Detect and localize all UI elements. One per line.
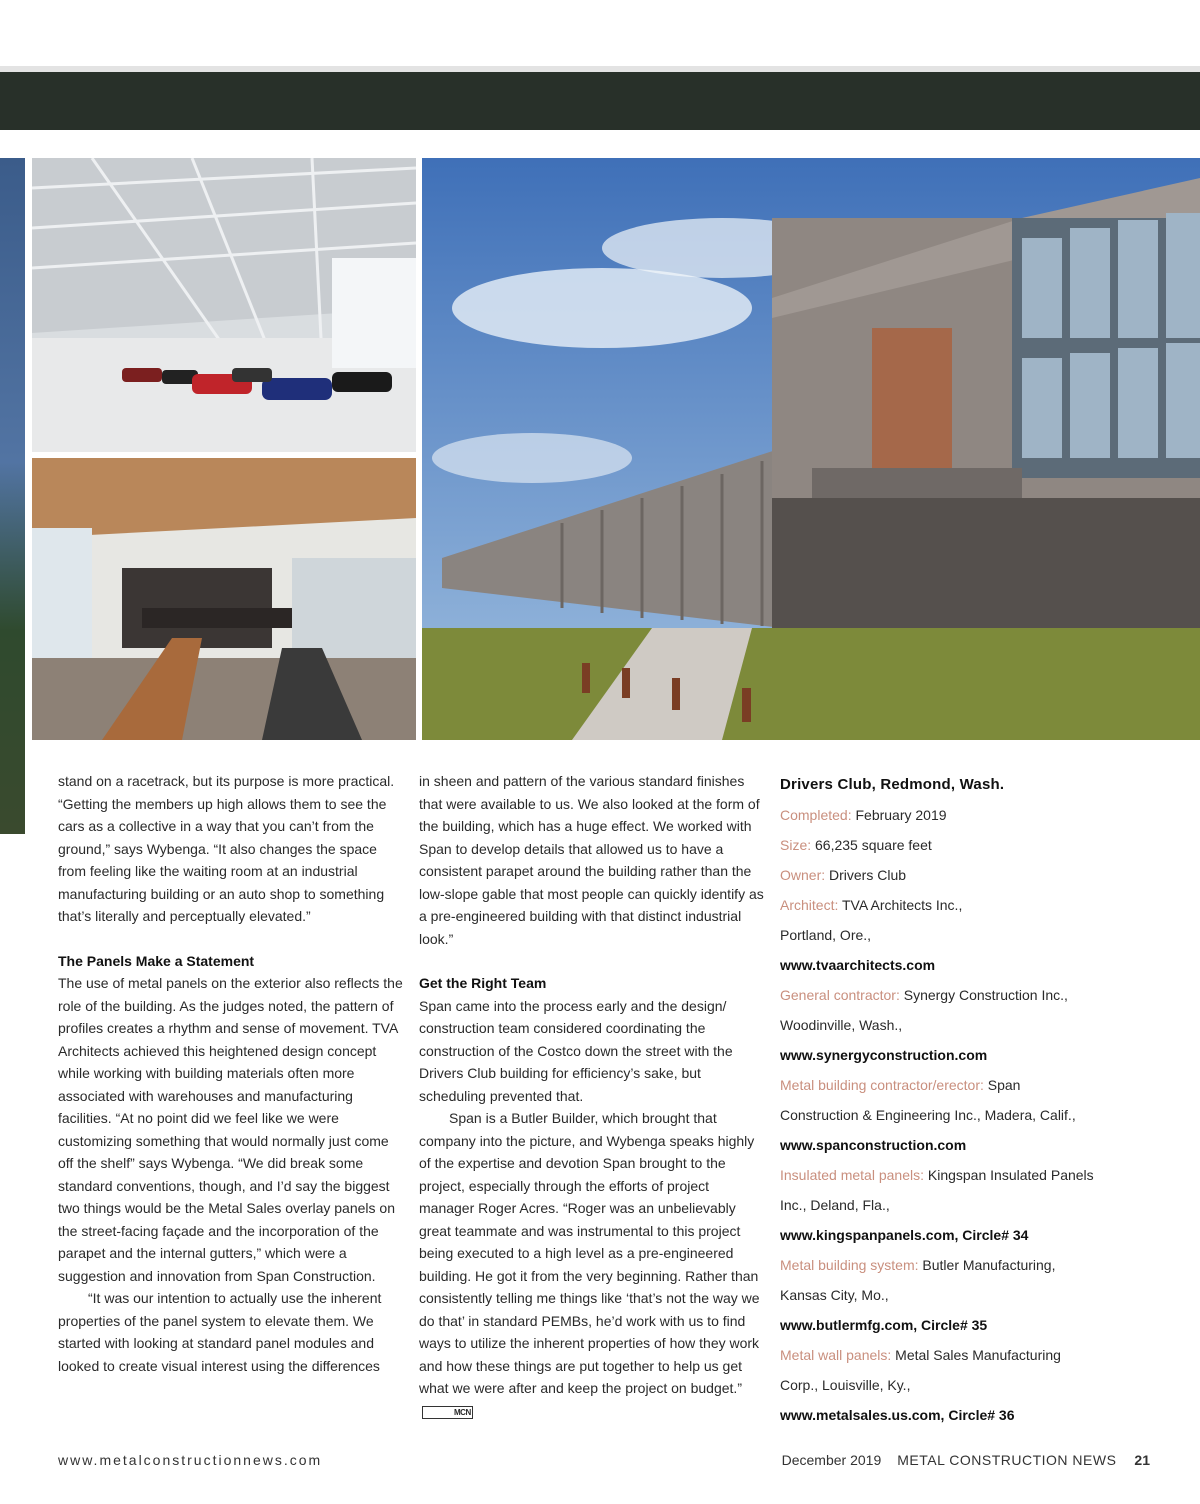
architect-label: Architect:: [780, 897, 839, 913]
metal-building-system-url[interactable]: www.butlermfg.com, Circle# 35: [780, 1317, 988, 1333]
paragraph: in sheen and pattern of the various standard finishes that were available to us. We also looked at the form of the building, which has a huge effect. We worked with Span to develop details that allowed us to have a consistent parapet around the building rather than the low-slope gable that most people can quickly identify as a pre-engineered building with that distinct industrial look.”: [419, 773, 764, 947]
article-column-1: [58, 770, 403, 1377]
metal-wall-panels-row: [780, 1340, 1090, 1400]
building-exterior-photo: [422, 158, 1200, 740]
paragraph: “It was our intention to actually use the inherent properties of the panel system to elevate them. We started with looking at standard panel modules and looked to create visual interest using the differences: [58, 1290, 382, 1374]
completed-label: Completed:: [780, 807, 852, 823]
paragraph-text: Span is a Butler Builder, which brought that company into the picture, and Wybenga speaks highly of the expertise and devotion Span brought to the project, especially through the efforts of project manager Roger Acres. “Roger was an unbelievably great teammate and was instrumental to this project being executed to a high level as a pre-engineered building. He got it from the very beginning. Rather than consistently telling me things like ‘that’s not the way we do that’ in standard PEMBs, he’d work with us to find ways to utilize the inherent properties of how they work and how these things are put together to help us get what we were after and keep the project on budget.”: [419, 1110, 760, 1396]
general-contractor-value: Synergy Construction Inc., Woodinville, Wash.,: [780, 987, 1068, 1033]
insulated-panels-label: Insulated metal panels:: [780, 1167, 924, 1183]
section-heading: Get the Right Team: [419, 975, 547, 991]
metal-wall-panels-url[interactable]: www.metalsales.us.com, Circle# 36: [780, 1407, 1015, 1423]
owner-value: Drivers Club: [829, 867, 907, 883]
size-label: Size:: [780, 837, 812, 853]
metal-building-contractor-row: [780, 1070, 1100, 1130]
completed-value: February 2019: [855, 807, 947, 823]
garage-interior-photo: [32, 158, 416, 452]
architect-url[interactable]: www.tvaarchitects.com: [780, 957, 936, 973]
completed-row: [780, 800, 1180, 830]
architect-row: [780, 890, 1000, 950]
mcn-end-mark-icon: MCN: [422, 1406, 473, 1419]
size-value: 66,235 square feet: [815, 837, 932, 853]
metal-wall-panels-value: Metal Sales Manufacturing Corp., Louisville, Ky.,: [780, 1347, 1061, 1393]
metal-building-contractor-label: Metal building contractor/erector:: [780, 1077, 984, 1093]
owner-label: Owner:: [780, 867, 826, 883]
paragraph: The use of metal panels on the exterior also reflects the role of the building. As the judges noted, the pattern of profiles creates a rhythm and sense of movement. TVA Architects achieved this heightened design concept while working with building materials often more associated with warehouses and manufacturing facilities. “At no point did we feel like we were customizing something that would normally just come off the shelf” says Wybenga. “We did break some standard conventions, though, and I’d say the biggest two things would be the Metal Sales overlay panels on the street-facing façade and the incorporation of the parapet and the internal gutters,” which were a suggestion and innovation from Span Construction.: [58, 975, 403, 1284]
project-sidebar: [780, 770, 1180, 1430]
edge-photo: [0, 158, 25, 834]
footer-folio: [782, 1452, 1150, 1468]
page-number: 21: [1134, 1452, 1150, 1468]
footer-date: December 2019: [781, 1452, 882, 1468]
lounge-interior-photo: [32, 458, 416, 740]
sidebar-title: Drivers Club, Redmond, Wash.: [780, 776, 1005, 793]
metal-wall-panels-label: Metal wall panels:: [780, 1347, 892, 1363]
metal-building-contractor-url[interactable]: www.spanconstruction.com: [780, 1137, 967, 1153]
size-row: [780, 830, 1180, 860]
footer-website[interactable]: www.metalconstructionnews.com: [58, 1452, 323, 1468]
general-contractor-label: General contractor:: [780, 987, 900, 1003]
owner-row: [780, 860, 1180, 890]
insulated-panels-value: Kingspan Insulated Panels Inc., Deland, Fla.,: [780, 1167, 1094, 1213]
general-contractor-row: [780, 980, 1100, 1040]
article-column-2: [419, 770, 764, 1422]
header-band: [0, 72, 1200, 130]
metal-building-contractor-value: Span Construction & Engineering Inc., Madera, Calif.,: [780, 1077, 1076, 1123]
paragraph: stand on a racetrack, but its purpose is more practical. “Getting the members up high allows them to see the cars as a collective in a way that you can’t from the ground,” says Wybenga. “It also changes the space from feeling like the waiting room at an industrial manufacturing building or an auto shop to something that’s literally and perceptually elevated.”: [58, 773, 395, 924]
section-heading: The Panels Make a Statement: [58, 952, 255, 969]
metal-building-system-label: Metal building system:: [780, 1257, 919, 1273]
architect-value: TVA Architects Inc., Portland, Ore.,: [780, 897, 963, 943]
footer-magazine-name: METAL CONSTRUCTION NEWS: [897, 1452, 1117, 1468]
general-contractor-url[interactable]: www.synergyconstruction.com: [780, 1047, 988, 1063]
metal-building-system-row: [780, 1250, 1080, 1310]
metal-building-system-value: Butler Manufacturing, Kansas City, Mo.,: [780, 1257, 1056, 1303]
paragraph: [419, 1107, 764, 1422]
insulated-panels-row: [780, 1160, 1110, 1220]
insulated-panels-url[interactable]: www.kingspanpanels.com, Circle# 34: [780, 1227, 1029, 1243]
paragraph: Span came into the process early and the design/ construction team considered coordinating the construction of the Costco down the street with the Drivers Club building for efficiency’s sake, but scheduling prevented that.: [419, 997, 733, 1104]
